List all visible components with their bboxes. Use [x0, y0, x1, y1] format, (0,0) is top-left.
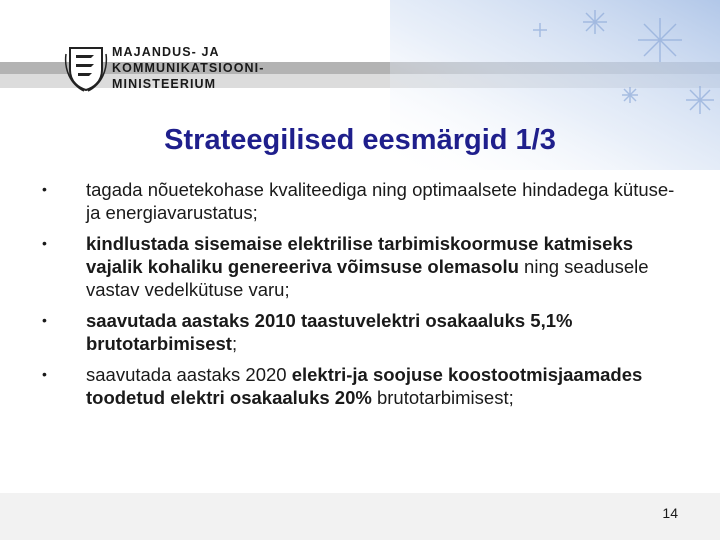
- ministry-line: KOMMUNIKATSIOONI-: [112, 61, 265, 75]
- bullet-dot: •: [42, 235, 47, 251]
- bullet-text: tagada nõuetekohase kvaliteediga ning optimaalsete hindadega kütuse- ja energiavarustatus;: [86, 179, 675, 223]
- bullet-text: saavutada aastaks 2020: [86, 364, 292, 385]
- bullet-text: ;: [231, 333, 238, 354]
- page-number: 14: [662, 505, 678, 521]
- bullet-text: ning seadusele vastav vedelkütuse varu;: [86, 256, 649, 300]
- bullet-text: brutotarbimisest;: [371, 387, 514, 408]
- slide-title: Strateegilised eesmärgid 1/3: [164, 124, 556, 156]
- bullet-item: [0, 178, 720, 224]
- bullet-dot: •: [42, 366, 47, 382]
- bullet-item: [0, 309, 720, 355]
- bullet-dot: •: [42, 181, 47, 197]
- bullet-list: [0, 178, 720, 417]
- bullet-text: kindlustada sisemaise elektrilise tarbimiskoormuse katmiseks vajalik kohaliku genereeriva võimsuse olemasolu: [86, 233, 634, 277]
- bullet-text: elektri-ja soojuse koostootmisjaamades toodetud elektri osakaaluks 20%: [86, 364, 643, 408]
- ministry-line: MINISTEERIUM: [112, 77, 217, 91]
- bullet-dot: •: [42, 312, 47, 328]
- estonian-coat-of-arms-icon: [64, 44, 108, 92]
- bullet-text: saavutada aastaks 2010 taastuvelektri osakaaluks 5,1%: [86, 310, 573, 331]
- bullet-item: [0, 232, 720, 301]
- ministry-line: MAJANDUS- JA: [112, 45, 220, 59]
- ministry-name: [112, 44, 264, 92]
- bullet-item: [0, 363, 720, 409]
- footer-band: [0, 493, 720, 540]
- bullet-text: brutotarbimisest: [86, 333, 232, 354]
